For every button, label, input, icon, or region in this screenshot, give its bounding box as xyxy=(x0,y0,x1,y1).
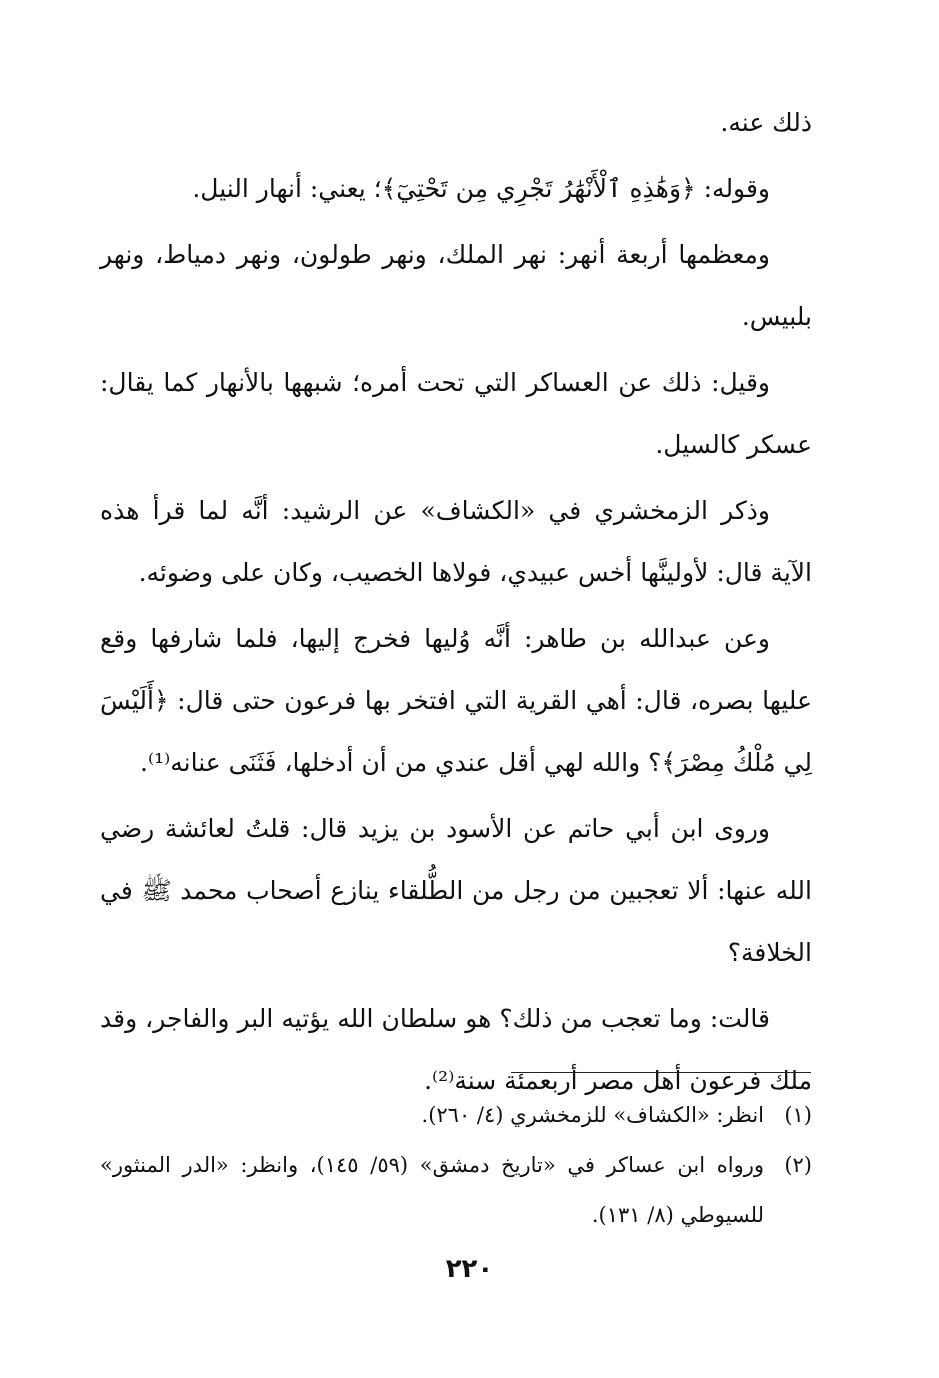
footnote-2 xyxy=(100,1140,812,1240)
paragraph-aisha-reply: قالت: وما تعجب من ذلك؟ هو سلطان الله يؤتيه البر والفاجر، وقد ملك فرعون أهل مصر أربعمئة سنة⁽²⁾. xyxy=(100,1004,812,1095)
page-number: ٢٢٠ xyxy=(445,1254,494,1284)
footnote-text: انظر: «الكشاف» للزمخشري (٤/ ٢٦٠). xyxy=(421,1103,764,1127)
paragraph-abdullah-ibn-tahir: وعن عبدالله بن طاهر: أنَّه وُليها فخرج إليها، فلما شارفها وقع عليها بصره، قال: أهي القرية التي افتخر بها فرعون حتى قال: ﴿أَلَيْسَ لِي مُلْكُ مِصْرَ﴾؟ والله لهي أقل عندي من أن أدخلها، فَثَنَى عنانه⁽¹⁾. xyxy=(100,624,812,777)
paragraph-zamakhshari: وذكر الزمخشري في «الكشاف» عن الرشيد: أنَّه لما قرأ هذه الآية قال: لأولينَّها أخس عبيدي، فولاها الخصيب، وكان على وضوئه. xyxy=(100,496,812,587)
paragraph-four-rivers: ومعظمها أربعة أنهر: نهر الملك، ونهر طولون، ونهر دمياط، ونهر بلبيس. xyxy=(100,240,812,331)
paragraph-soldiers: وقيل: ذلك عن العساكر التي تحت أمره؛ شبهها بالأنهار كما يقال: عسكر كالسيل. xyxy=(100,368,812,459)
main-text xyxy=(100,92,812,1112)
paragraph-quran-verse: وقوله: ﴿وَهَٰذِهِ ٱلْأَنْهَٰرُ تَجْرِي مِن تَحْتِيٓ﴾؛ يعني: أنهار النيل. xyxy=(192,174,770,203)
footnote-1 xyxy=(100,1090,812,1140)
footnote-text: ورواه ابن عساكر في «تاريخ دمشق» (٥٩/ ١٤٥)، وانظر: «الدر المنثور» للسيوطي (٨/ ١٣١). xyxy=(100,1153,764,1227)
paragraph-continuation: ذلك عنه. xyxy=(720,108,812,137)
footnote-number: (٢) xyxy=(784,1153,812,1177)
footnote-number: (١) xyxy=(784,1103,812,1127)
paragraph-ibn-abi-hatim: وروى ابن أبي حاتم عن الأسود بن يزيد قال: قلتُ لعائشة رضي الله عنها: ألا تعجبين من رجل من الطُّلقاء ينازع أصحاب محمد ﷺ في الخلافة؟ xyxy=(100,814,812,967)
footnote-separator xyxy=(511,1072,811,1073)
footnotes xyxy=(100,1090,812,1240)
